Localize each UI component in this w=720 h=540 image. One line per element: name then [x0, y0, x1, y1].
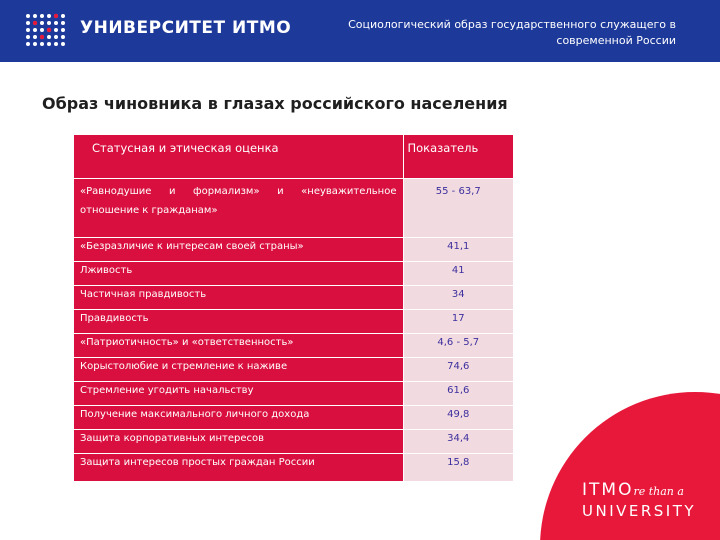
itmo-dots-logo-icon — [24, 12, 68, 48]
table-row — [74, 381, 513, 405]
table-row — [74, 333, 513, 357]
logo-line-1 — [582, 480, 696, 502]
row-label: Частичная правдивость — [74, 285, 403, 309]
row-label: «Безразличие к интересам своей страны» — [74, 237, 403, 261]
table-row — [74, 453, 513, 481]
column-header-assessment: Статусная и этическая оценка — [74, 135, 403, 178]
table-row — [74, 429, 513, 453]
row-value: 15,8 — [403, 453, 513, 481]
table-header-row — [74, 135, 513, 178]
presentation-subtitle — [336, 17, 676, 49]
row-label: «Патриотичность» и «ответственность» — [74, 333, 403, 357]
row-label: Лживость — [74, 261, 403, 285]
table-row — [74, 309, 513, 333]
university-name: УНИВЕРСИТЕТ ИТМО — [80, 18, 292, 38]
subtitle-line-1: Социологический образ государственного служащего в — [348, 18, 676, 31]
row-value: 61,6 — [403, 381, 513, 405]
row-label: Правдивость — [74, 309, 403, 333]
slide-title: Образ чиновника в глазах российского населения — [42, 94, 508, 113]
table-row — [74, 178, 513, 237]
row-value: 49,8 — [403, 405, 513, 429]
assessment-table — [74, 135, 513, 481]
row-value: 74,6 — [403, 357, 513, 381]
header-bar — [0, 0, 720, 62]
row-label: Корыстолюбие и стремление к наживе — [74, 357, 403, 381]
table-row — [74, 261, 513, 285]
table-row — [74, 237, 513, 261]
logo-script-text: re than a — [633, 485, 684, 498]
row-value: 41 — [403, 261, 513, 285]
logo-university-text: UNIVERSITY — [582, 502, 697, 520]
row-value: 34,4 — [403, 429, 513, 453]
row-label: Защита корпоративных интересов — [74, 429, 403, 453]
row-value: 41,1 — [403, 237, 513, 261]
row-value: 17 — [403, 309, 513, 333]
row-label: Получение максимального личного дохода — [74, 405, 403, 429]
column-header-indicator: Показатель — [403, 135, 513, 178]
subtitle-line-2: современной России — [556, 34, 676, 47]
row-value: 4,6 - 5,7 — [403, 333, 513, 357]
row-label: Защита интересов простых граждан России — [74, 453, 403, 481]
table-row — [74, 357, 513, 381]
table-row — [74, 405, 513, 429]
row-label: «Равнодушие и формализм» и «неуважительное отношение к гражданам» — [74, 178, 403, 237]
itmo-more-than-a-university-logo — [582, 480, 696, 520]
row-value: 55 - 63,7 — [403, 178, 513, 237]
row-label: Стремление угодить начальству — [74, 381, 403, 405]
logo-itmo-text: ITMO — [582, 480, 634, 500]
row-value: 34 — [403, 285, 513, 309]
table-row — [74, 285, 513, 309]
